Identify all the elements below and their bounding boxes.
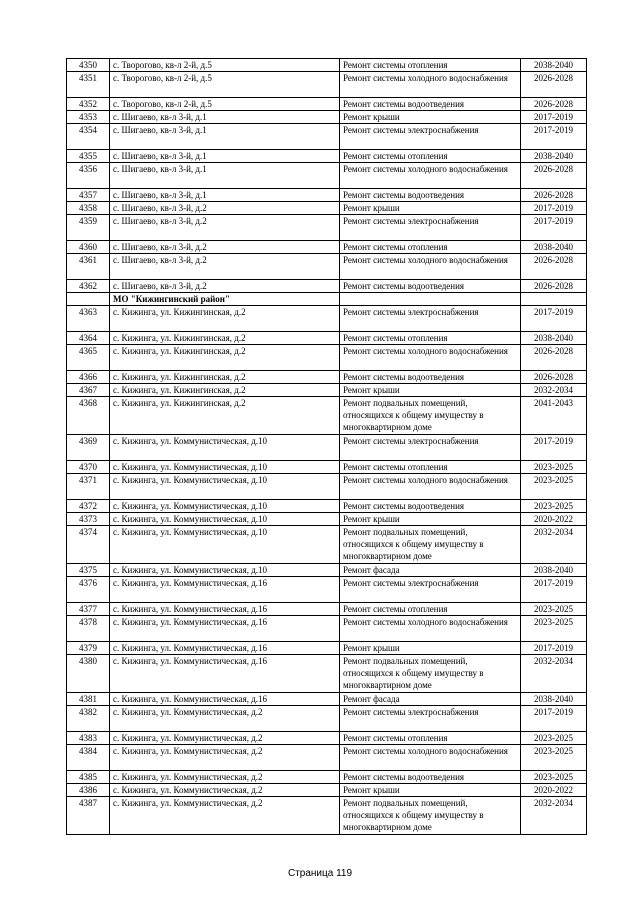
table-row [67,111,587,124]
table-row [67,642,587,655]
row-number: 4382 [67,706,110,732]
row-number: 4359 [67,215,110,241]
work-type-cell: Ремонт системы холодного водоснабжения [340,745,521,771]
work-type-cell: Ремонт системы отопления [340,241,521,254]
row-number: 4376 [67,577,110,603]
work-type-cell: Ремонт подвальных помещений, относящихся к общему имуществу в многоквартирном доме [340,655,521,693]
work-type-cell: Ремонт системы водоотведения [340,500,521,513]
section-title: МО "Кижингинский район" [110,293,340,306]
period-cell: 2020-2022 [521,784,587,797]
table-row [67,745,587,771]
table-row [67,435,587,461]
period-cell: 2017-2019 [521,435,587,461]
table-row [67,526,587,564]
table-row [67,706,587,732]
table-row [67,461,587,474]
row-number: 4366 [67,371,110,384]
work-type-cell: Ремонт системы холодного водоснабжения [340,254,521,280]
table-row [67,163,587,189]
table-row [67,254,587,280]
address-cell: с. Кижинга, ул. Коммунистическая, д.10 [110,513,340,526]
period-cell: 2026-2028 [521,163,587,189]
row-number: 4373 [67,513,110,526]
address-cell: с. Творогово, кв-л 2-й, д.5 [110,59,340,72]
row-number: 4356 [67,163,110,189]
period-cell: 2038-2040 [521,241,587,254]
row-number: 4368 [67,397,110,435]
period-cell: 2020-2022 [521,513,587,526]
work-type-cell: Ремонт системы электроснабжения [340,306,521,332]
period-cell: 2026-2028 [521,280,587,293]
work-type-cell: Ремонт системы водоотведения [340,189,521,202]
table-body [67,59,587,835]
period-cell: 2026-2028 [521,254,587,280]
work-type-cell: Ремонт крыши [340,784,521,797]
address-cell: с. Шигаево, кв-л 3-й, д.2 [110,254,340,280]
row-number: 4365 [67,345,110,371]
row-number: 4358 [67,202,110,215]
work-type-cell: Ремонт системы отопления [340,332,521,345]
address-cell: с. Кижинга, ул. Коммунистическая, д.2 [110,784,340,797]
row-number: 4377 [67,603,110,616]
table-row [67,280,587,293]
address-cell: с. Шигаево, кв-л 3-й, д.1 [110,124,340,150]
work-type-cell: Ремонт крыши [340,202,521,215]
work-type-cell: Ремонт системы отопления [340,461,521,474]
table-row [67,397,587,435]
table-row [67,98,587,111]
table-row [67,332,587,345]
table-row [67,384,587,397]
row-number: 4369 [67,435,110,461]
period-cell: 2032-2034 [521,655,587,693]
address-cell: с. Творогово, кв-л 2-й, д.5 [110,72,340,98]
row-number: 4384 [67,745,110,771]
work-type-cell: Ремонт фасада [340,564,521,577]
row-number: 4381 [67,693,110,706]
work-type-cell: Ремонт системы отопления [340,732,521,745]
period-cell: 2026-2028 [521,345,587,371]
table-row [67,564,587,577]
work-type-cell: Ремонт крыши [340,642,521,655]
table-row [67,655,587,693]
work-type-cell: Ремонт фасада [340,693,521,706]
work-type-cell: Ремонт подвальных помещений, относящихся к общему имуществу в многоквартирном доме [340,797,521,835]
period-cell: 2023-2025 [521,500,587,513]
work-type-cell: Ремонт системы водоотведения [340,771,521,784]
table-row [67,616,587,642]
period-cell: 2017-2019 [521,111,587,124]
address-cell: с. Кижинга, ул. Коммунистическая, д.16 [110,693,340,706]
row-number: 4362 [67,280,110,293]
period-cell: 2017-2019 [521,202,587,215]
period-cell: 2017-2019 [521,577,587,603]
period-cell: 2017-2019 [521,215,587,241]
section-period-cell [521,293,587,306]
table-row [67,577,587,603]
row-number: 4383 [67,732,110,745]
work-type-cell: Ремонт системы водоотведения [340,280,521,293]
address-cell: с. Шигаево, кв-л 3-й, д.2 [110,241,340,254]
row-number: 4361 [67,254,110,280]
period-cell: 2023-2025 [521,474,587,500]
address-cell: с. Кижинга, ул. Кижингинская, д.2 [110,306,340,332]
period-cell: 2023-2025 [521,745,587,771]
work-type-cell: Ремонт крыши [340,384,521,397]
table-row [67,500,587,513]
address-cell: с. Кижинга, ул. Коммунистическая, д.10 [110,500,340,513]
row-number: 4371 [67,474,110,500]
row-number: 4379 [67,642,110,655]
row-number: 4357 [67,189,110,202]
work-type-cell: Ремонт системы электроснабжения [340,577,521,603]
work-type-cell: Ремонт системы электроснабжения [340,124,521,150]
period-cell: 2032-2034 [521,797,587,835]
row-number: 4364 [67,332,110,345]
row-number: 4374 [67,526,110,564]
section-number-cell [67,293,110,306]
address-cell: с. Кижинга, ул. Кижингинская, д.2 [110,332,340,345]
address-cell: с. Кижинга, ул. Кижингинская, д.2 [110,371,340,384]
row-number: 4380 [67,655,110,693]
row-number: 4386 [67,784,110,797]
table-row [67,474,587,500]
table-row [67,72,587,98]
row-number: 4385 [67,771,110,784]
address-cell: с. Кижинга, ул. Коммунистическая, д.16 [110,642,340,655]
period-cell: 2023-2025 [521,771,587,784]
work-type-cell: Ремонт подвальных помещений, относящихся к общему имуществу в многоквартирном доме [340,397,521,435]
row-number: 4378 [67,616,110,642]
row-number: 4350 [67,59,110,72]
period-cell: 2023-2025 [521,732,587,745]
table-row [67,784,587,797]
address-cell: с. Шигаево, кв-л 3-й, д.2 [110,202,340,215]
address-cell: с. Шигаево, кв-л 3-й, д.1 [110,111,340,124]
table-row [67,345,587,371]
table-row [67,150,587,163]
table-row [67,59,587,72]
table-row [67,189,587,202]
period-cell: 2023-2025 [521,616,587,642]
work-type-cell: Ремонт системы холодного водоснабжения [340,345,521,371]
work-type-cell: Ремонт системы холодного водоснабжения [340,72,521,98]
table-row [67,603,587,616]
period-cell: 2026-2028 [521,189,587,202]
work-type-cell: Ремонт системы холодного водоснабжения [340,474,521,500]
period-cell: 2026-2028 [521,371,587,384]
row-number: 4355 [67,150,110,163]
address-cell: с. Кижинга, ул. Коммунистическая, д.2 [110,771,340,784]
row-number: 4354 [67,124,110,150]
section-work-cell [340,293,521,306]
address-cell: с. Кижинга, ул. Коммунистическая, д.2 [110,745,340,771]
table-row [67,371,587,384]
table-row [67,693,587,706]
row-number: 4387 [67,797,110,835]
period-cell: 2023-2025 [521,461,587,474]
address-cell: с. Кижинга, ул. Коммунистическая, д.16 [110,603,340,616]
work-type-cell: Ремонт системы отопления [340,603,521,616]
address-cell: с. Шигаево, кв-л 3-й, д.1 [110,189,340,202]
address-cell: с. Кижинга, ул. Кижингинская, д.2 [110,384,340,397]
work-type-cell: Ремонт системы водоотведения [340,98,521,111]
work-type-cell: Ремонт системы электроснабжения [340,435,521,461]
work-type-cell: Ремонт системы отопления [340,59,521,72]
work-type-cell: Ремонт системы электроснабжения [340,215,521,241]
repair-schedule-table [66,58,587,835]
work-type-cell: Ремонт подвальных помещений, относящихся к общему имуществу в многоквартирном доме [340,526,521,564]
work-type-cell: Ремонт системы электроснабжения [340,706,521,732]
address-cell: с. Шигаево, кв-л 3-й, д.2 [110,280,340,293]
row-number: 4353 [67,111,110,124]
period-cell: 2032-2034 [521,384,587,397]
work-type-cell: Ремонт системы холодного водоснабжения [340,616,521,642]
page-number: Страница 119 [287,868,353,879]
period-cell: 2038-2040 [521,693,587,706]
address-cell: с. Кижинга, ул. Кижингинская, д.2 [110,345,340,371]
address-cell: с. Шигаево, кв-л 3-й, д.2 [110,215,340,241]
address-cell: с. Кижинга, ул. Коммунистическая, д.16 [110,577,340,603]
table-row [67,771,587,784]
period-cell: 2041-2043 [521,397,587,435]
work-type-cell: Ремонт системы водоотведения [340,371,521,384]
row-number: 4351 [67,72,110,98]
period-cell: 2017-2019 [521,706,587,732]
address-cell: с. Кижинга, ул. Коммунистическая, д.2 [110,706,340,732]
table-row [67,202,587,215]
address-cell: с. Кижинга, ул. Коммунистическая, д.16 [110,616,340,642]
row-number: 4370 [67,461,110,474]
table-row [67,215,587,241]
address-cell: с. Кижинга, ул. Коммунистическая, д.10 [110,474,340,500]
work-type-cell: Ремонт системы холодного водоснабжения [340,163,521,189]
period-cell: 2038-2040 [521,150,587,163]
row-number: 4372 [67,500,110,513]
address-cell: с. Кижинга, ул. Кижингинская, д.2 [110,397,340,435]
period-cell: 2023-2025 [521,603,587,616]
address-cell: с. Шигаево, кв-л 3-й, д.1 [110,150,340,163]
row-number: 4360 [67,241,110,254]
period-cell: 2032-2034 [521,526,587,564]
period-cell: 2017-2019 [521,642,587,655]
row-number: 4375 [67,564,110,577]
address-cell: с. Кижинга, ул. Коммунистическая, д.10 [110,526,340,564]
address-cell: с. Кижинга, ул. Коммунистическая, д.10 [110,461,340,474]
period-cell: 2026-2028 [521,98,587,111]
period-cell: 2038-2040 [521,564,587,577]
row-number: 4352 [67,98,110,111]
table-row [67,241,587,254]
period-cell: 2038-2040 [521,332,587,345]
address-cell: с. Кижинга, ул. Коммунистическая, д.2 [110,797,340,835]
work-type-cell: Ремонт крыши [340,513,521,526]
table-row [67,124,587,150]
table-row [67,797,587,835]
work-type-cell: Ремонт системы отопления [340,150,521,163]
period-cell: 2017-2019 [521,306,587,332]
row-number: 4367 [67,384,110,397]
table-row [67,306,587,332]
period-cell: 2017-2019 [521,124,587,150]
section-row [67,293,587,306]
address-cell: с. Кижинга, ул. Коммунистическая, д.2 [110,732,340,745]
table-row [67,513,587,526]
table-row [67,732,587,745]
address-cell: с. Творогово, кв-л 2-й, д.5 [110,98,340,111]
address-cell: с. Шигаево, кв-л 3-й, д.1 [110,163,340,189]
address-cell: с. Кижинга, ул. Коммунистическая, д.10 [110,435,340,461]
work-type-cell: Ремонт крыши [340,111,521,124]
address-cell: с. Кижинга, ул. Коммунистическая, д.10 [110,564,340,577]
address-cell: с. Кижинга, ул. Коммунистическая, д.16 [110,655,340,693]
row-number: 4363 [67,306,110,332]
period-cell: 2026-2028 [521,72,587,98]
period-cell: 2038-2040 [521,59,587,72]
